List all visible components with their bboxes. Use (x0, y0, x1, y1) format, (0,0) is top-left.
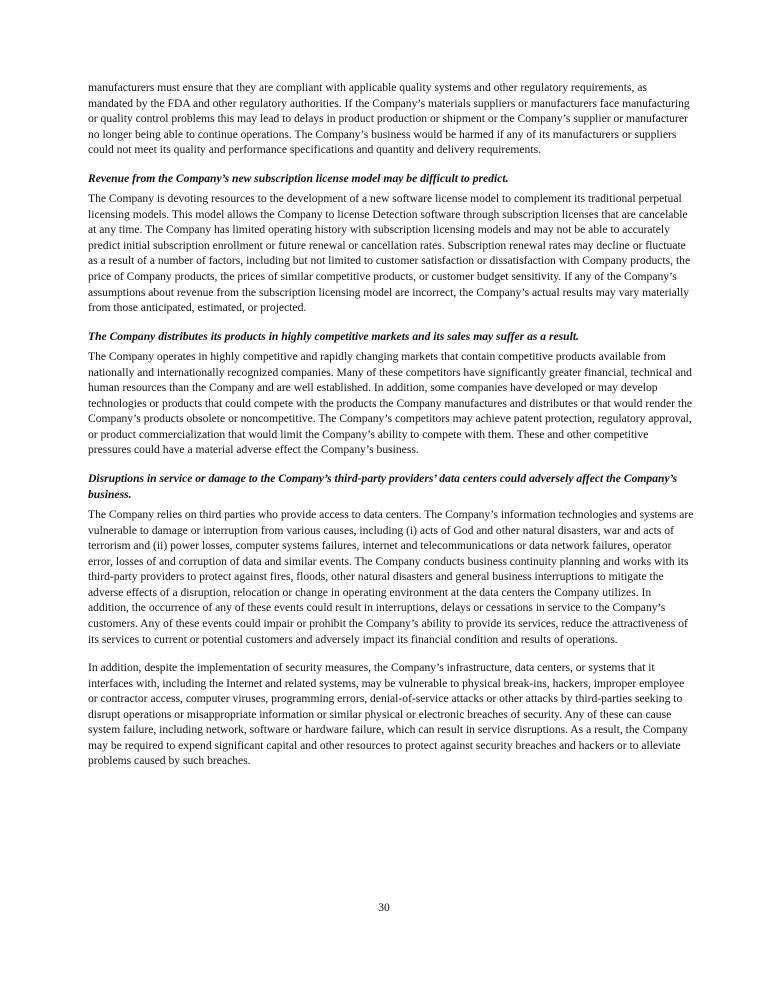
heading-data-center-disruptions-risk: Disruptions in service or damage to the Company’s third-party providers’ data centers could adversely affect the Company’s business. (88, 472, 678, 501)
page-content (88, 80, 694, 782)
paragraph-competitive-markets: The Company operates in highly competitive and rapidly changing markets that contain competitive products available from nationally and internationally recognized companies. Many of these competitors have significantly greater financial, technical and human resources than the Company and are well established. In addition, some companies have developed or may develop technologies or products that could compete with the products the Company manufactures and distributes or that would render the Company’s products obsolete or noncompetitive. The Company’s competitors may achieve patent protection, regulatory approval, or product commercialization that would limit the Company’s ability to compete with them. These and other competitive pressures could have a material adverse effect the Company’s business. (88, 350, 693, 457)
paragraph-manufacturers-quality: manufacturers must ensure that they are compliant with applicable quality systems and other regulatory requirements, as mandated by the FDA and other regulatory authorities. If the Company’s materials suppliers or manufacturers face manufacturing or quality control problems this may lead to delays in product production or shipment or the Company’s supplier or manufacturer no longer being able to continue operations. The Company’s business would be harmed if any of its manufacturers or suppliers could not meet its quality and performance specifications and quantity and delivery requirements. (88, 81, 690, 157)
paragraph-subscription-license-model: The Company is devoting resources to the development of a new software license model to complement its traditional perpetual licensing models. This model allows the Company to license Detection software through subscription licenses that are cancelable at any time. The Company has limited operating history with subscription licensing models and may not be able to accurately predict initial subscription enrollment or future renewal or cancellation rates. Subscription renewal rates may decline or fluctuate as a result of a number of factors, including but not limited to customer satisfaction or dissatisfaction with Company products, the price of Company products, the prices of similar competitive products, or customer budget sensitivity. If any of the Company’s assumptions about revenue from the subscription licensing model are incorrect, the Company’s actual results may vary materially from those anticipated, estimated, or projected. (88, 192, 691, 315)
heading-competitive-markets-risk: The Company distributes its products in highly competitive markets and its sales may suffer as a result. (88, 329, 579, 343)
paragraph-data-centers: The Company relies on third parties who provide access to data centers. The Company’s information technologies and systems are vulnerable to damage or interruption from various causes, including (i) acts of God and other natural disasters, war and acts of terrorism and (ii) power losses, computer systems failures, internet and telecommunications or data network failures, operator error, losses of and corruption of data and similar events. The Company conducts business continuity planning and works with its third-party providers to protect against fires, floods, other natural disasters and general business interruptions to mitigate the adverse effects of a disruption, relocation or change in operating environment at the data centers the Company utilizes. In addition, the occurrence of any of these events could result in interruptions, delays or cessations in service to the Company’s customers. Any of these events could impair or prohibit the Company’s ability to provide its services, reduce the attractiveness of its services to current or potential customers and adversely impact its financial condition and results of operations. (88, 508, 694, 646)
paragraph-security-measures: In addition, despite the implementation of security measures, the Company’s infrastructure, data centers, or systems that it interfaces with, including the Internet and related systems, may be vulnerable to physical break-ins, hackers, improper employee or contractor access, computer viruses, programming errors, denial-of-service attacks or other attacks by third-parties seeking to disrupt operations or misappropriate information or similar physical or electronic breaches of security. Any of these can cause system failure, including network, software or hardware failure, which can result in service disruptions. As a result, the Company may be required to expend significant capital and other resources to protect against security breaches and hackers or to alleviate problems caused by such breaches. (88, 661, 688, 768)
heading-revenue-subscription-risk: Revenue from the Company’s new subscription license model may be difficult to predict. (88, 171, 509, 185)
page-number: 30 (378, 901, 390, 914)
